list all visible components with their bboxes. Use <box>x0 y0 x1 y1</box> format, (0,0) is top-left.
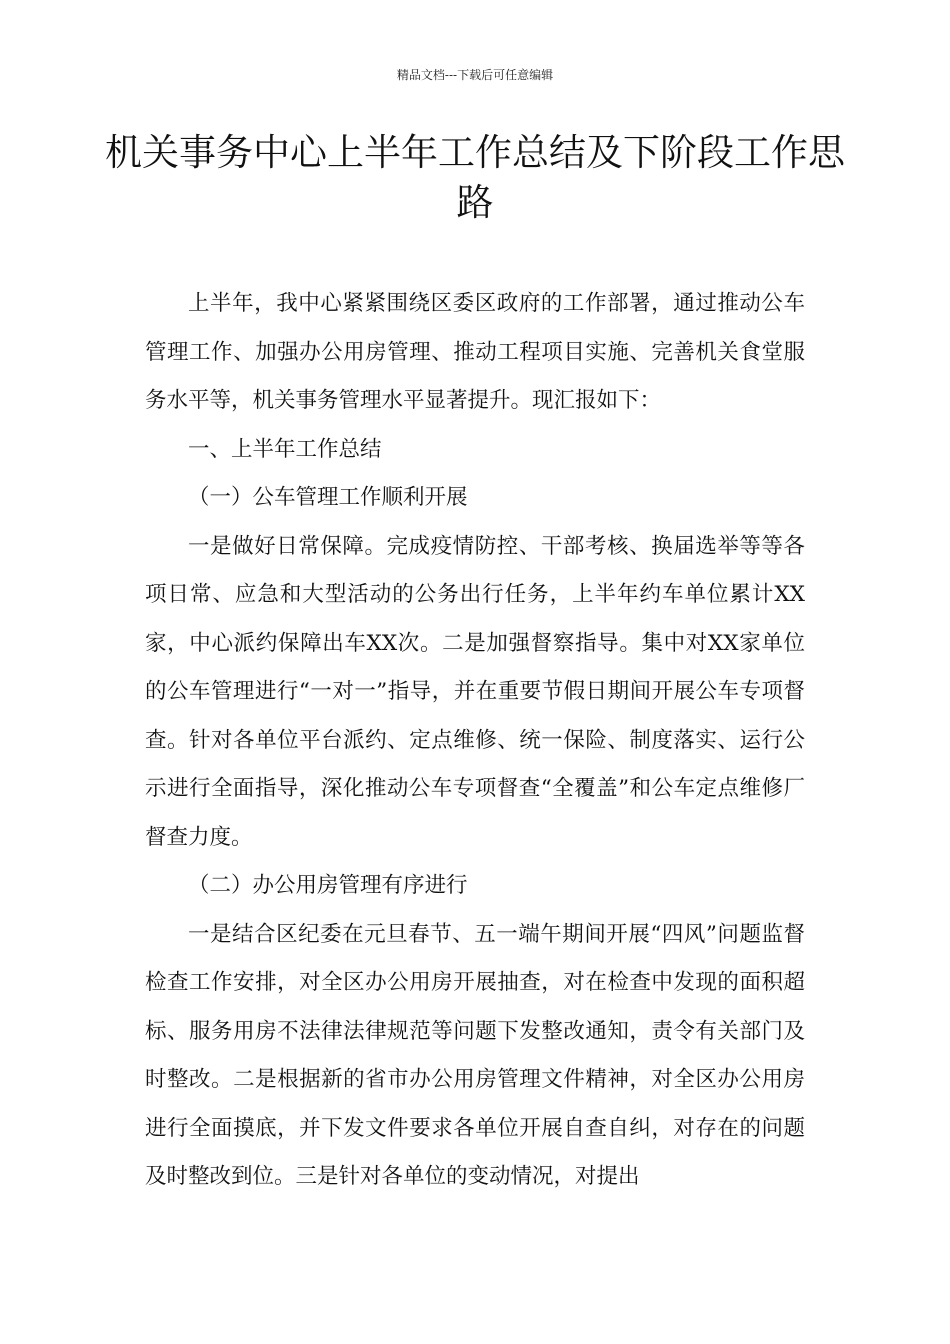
subsection-heading-1: （一）公车管理工作顺利开展 <box>188 485 468 510</box>
document-title: 机关事务中心上半年工作总结及下阶段工作思路 <box>105 131 845 224</box>
header-note: 精品文档---下载后可任意编辑 <box>396 68 554 82</box>
section-heading-1: 一、上半年工作总结 <box>188 436 382 462</box>
paragraph-vehicle-management: 一是做好日常保障。完成疫情防控、干部考核、换届选举等等各项日常、应急和大型活动的公务出行任务，上半年约车单位累计XX家，中心派约保障出车XX次。二是加强督察指导。集中对XX家单位的公车管理进行“一对一”指导，并在重要节假日期间开展公车专项督查。针对各单位平台派约、定点维修、统一保险、制度落实、运行公示进行全面指导，深化推动公车专项督查“全覆盖”和公车定点维修厂督查力度。 <box>145 533 805 850</box>
paragraph-office-management: 一是结合区纪委在元旦春节、五一端午期间开展“四风”问题监督检查工作安排，对全区办公用房开展抽查，对在检查中发现的面积超标、服务用房不法律法律规范等问题下发整改通知，责令有关部门及时整改。二是根据新的省市办公用房管理文件精神，对全区办公用房进行全面摸底，并下发文件要求各单位开展自查自纠，对存在的问题及时整改到位。三是针对各单位的变动情况，对提出 <box>145 921 805 1189</box>
paragraph-intro: 上半年，我中心紧紧围绕区委区政府的工作部署，通过推动公车管理工作、加强办公用房管理、推动工程项目实施、完善机关食堂服务水平等，机关事务管理水平显著提升。现汇报如下： <box>145 291 805 413</box>
document-body <box>145 280 805 1202</box>
subsection-heading-2: （二）办公用房管理有序进行 <box>188 873 468 898</box>
